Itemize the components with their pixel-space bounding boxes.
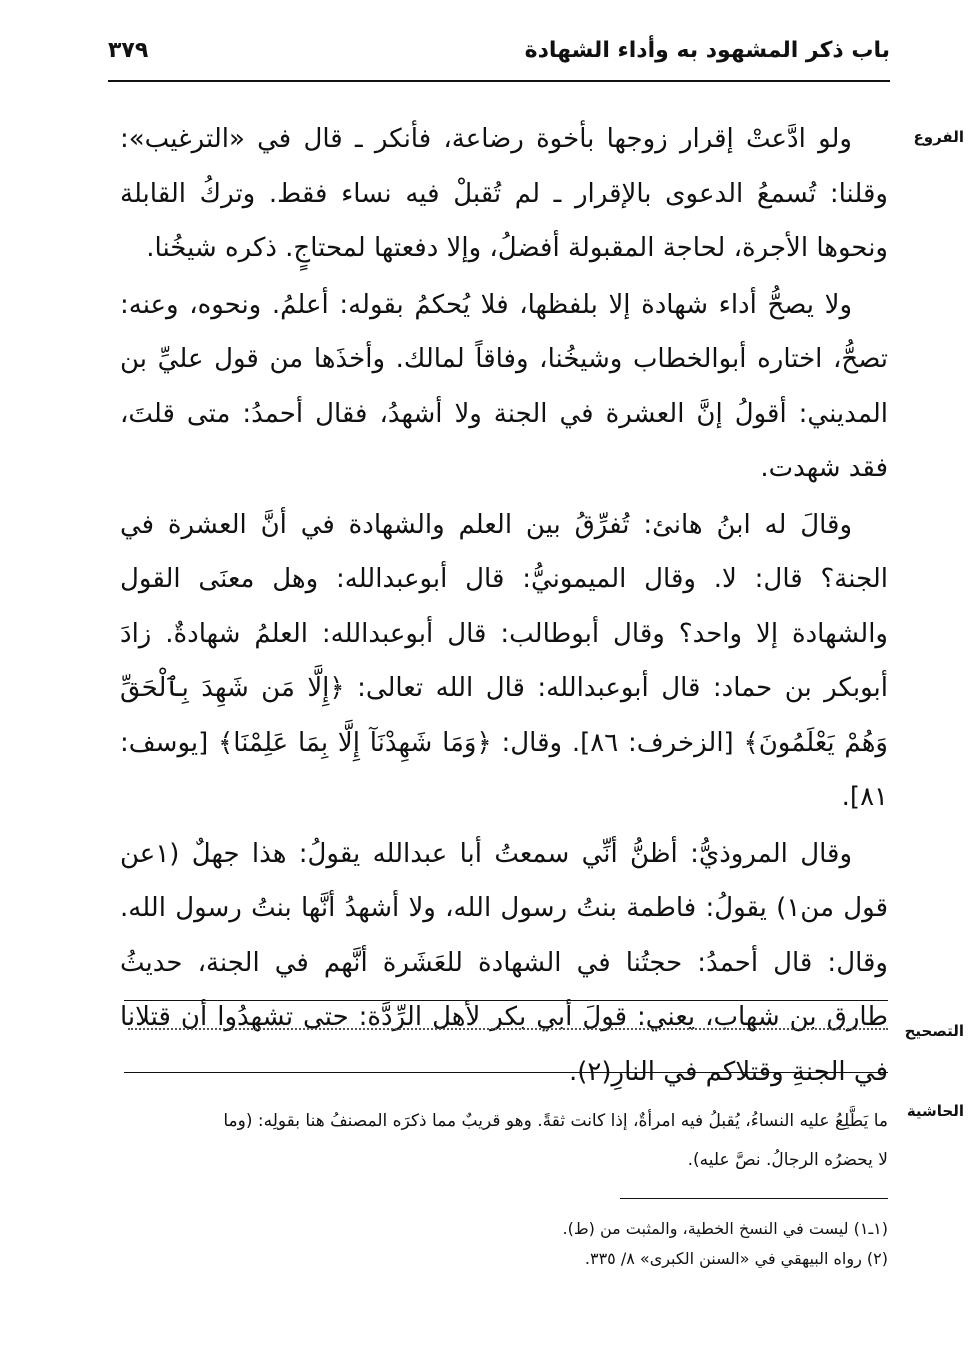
page-number: ٣٧٩ (108, 38, 149, 63)
footnotes (124, 1214, 888, 1274)
main-text (120, 112, 888, 1101)
header-rule (108, 80, 890, 82)
side-label-hashiya: الحاشية (906, 1102, 964, 1120)
chapter-title: باب ذكر المشهود به وأداء الشهادة (524, 38, 890, 63)
side-label-tashih: التصحيح (904, 1022, 964, 1040)
paragraph: ولو ادَّعتْ إقرار زوجها بأخوة رضاعة، فأنكر ـ قال في «الترغيب»: وقلنا: تُسمعُ الدعوى بالإقرار ـ لم تُقبلْ فيه نساء فقط. وتركُ القابلة ونحوها الأجرة، لحاجة المقبولة أفضلُ، وإلا دفعتها لمحتاجٍ. ذكره شيخُنا. (120, 124, 888, 263)
footnote: (١ـ١) ليست في النسخ الخطية، والمثبت من (ط). (562, 1219, 888, 1238)
paragraph: ولا يصحُّ أداء شهادة إلا بلفظها، فلا يُحكمُ بقوله: أعلمُ. ونحوه، وعنه: تصحُّ، اختاره أبوالخطاب وشيخُنا، وفاقاً لمالك. وأخذَها من قول عليِّ بن المديني: أقولُ إنَّ العشرة في الجنة ولا أشهدُ، فقال أحمدُ: متى قلتَ، فقد شهدت. (120, 289, 888, 483)
paragraph: وقال المروذيُّ: أظنُّ أنِّي سمعتُ أبا عبدالله يقولُ: هذا جهلٌ (١عن قول من١) يقولُ: فاطمة بنتُ رسول الله، ولا أشهدُ أنَّها بنتُ رسول الله. وقال: قال أحمدُ: حجتُنا في الشهادة للعَشَرة أنَّهم في الجنة، حديثُ طارق بن شهاب، يعني: قولَ أبي بكر لأهل الرِّدَّة: حتى تشهدُوا أن قتلانا في الجنةِ وقتلاكم في النارِ(٢). (120, 838, 888, 1087)
hashiya-line: ما يَطَّلِعُ عليه النساءُ، يُقبلُ فيه امرأةٌ، إذا كانت ثقةً. وهو قريبٌ مما ذكرَه المصنفُ هنا بقولِه: (وما (223, 1111, 888, 1131)
section-divider (124, 1000, 888, 1001)
section-divider (124, 1072, 888, 1073)
hashiya-text (124, 1102, 888, 1180)
page-header (108, 28, 890, 82)
hashiya-line: لا يحضرُه الرجالُ. نصَّ عليه). (687, 1150, 888, 1170)
paragraph: وقالَ له ابنُ هانئ: تُفرِّقُ بين العلم والشهادة في أنَّ العشرة في الجنة؟ قال: لا. وقال الميمونيُّ: قال أبوعبدالله: وهل معنَى القول والشهادة إلا واحد؟ وقال أبوطالب: قال أبوعبدالله: العلمُ شهادةٌ. زادَ أبوبكر بن حماد: قال أبوعبدالله: قال الله تعالى: ﴿إِلَّا مَن شَهِدَ بِٱلْحَقِّ وَهُمْ يَعْلَمُونَ﴾ [الزخرف: ٨٦]. وقال: ﴿وَمَا شَهِدْنَآ إِلَّا بِمَا عَلِمْنَا﴾ [يوسف: ٨١]. (120, 509, 888, 812)
tashih-dotted-line (128, 1028, 888, 1030)
footnote: (٢) رواه البيهقي في «السنن الكبرى» ٨/ ٣٣٥. (584, 1249, 888, 1268)
side-label-furu: الفروع (913, 128, 964, 146)
footnote-divider (620, 1198, 888, 1199)
